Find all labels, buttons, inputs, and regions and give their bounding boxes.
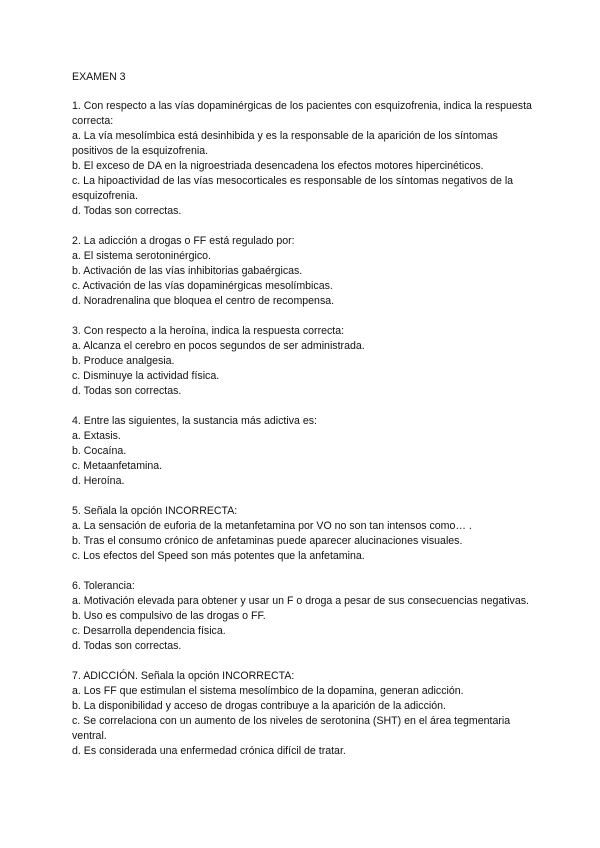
exam-title: EXAMEN 3	[72, 71, 126, 83]
answer-line: a. Extasis.	[72, 430, 121, 442]
question-text: 4. Entre las siguientes, la sustancia más adictiva es:	[72, 415, 317, 427]
answer-line: c. Se correlaciona con un aumento de los niveles de serotonina (SHT) en el área tegmentaria ventral.	[72, 715, 511, 742]
answer-line: d. Es considerada una enfermedad crónica difícil de tratar.	[72, 745, 346, 757]
question-text: 7. ADICCIÓN. Señala la opción INCORRECTA:	[72, 670, 295, 682]
answer-line: d. Noradrenalina que bloquea el centro de recompensa.	[72, 295, 335, 307]
question-7	[72, 669, 534, 759]
answer-line: b. Uso es compulsivo de las drogas o FF.	[72, 610, 266, 622]
answer-line: d. Heroína.	[72, 475, 125, 487]
answer-line: d. Todas son correctas.	[72, 385, 182, 397]
question-text: 1. Con respecto a las vías dopaminérgicas de los pacientes con esquizofrenia, indica la respuesta	[72, 100, 532, 112]
answer-line: b. Cocaína.	[72, 445, 127, 457]
answer-line: a. La sensación de euforia de la metanfetamina por VO no son tan intensos como… .	[72, 520, 472, 532]
question-2	[72, 234, 534, 309]
question-5	[72, 504, 534, 564]
answer-line: a. Alcanza el cerebro en pocos segundos de ser administrada.	[72, 340, 365, 352]
answer-line: a. Motivación elevada para obtener y usar un F o droga a pesar de sus consecuencias negativas.	[72, 595, 529, 607]
question-1	[72, 99, 534, 219]
answer-line: c. Metaanfetamina.	[72, 460, 163, 472]
answer-line: c. Desarrolla dependencia física.	[72, 625, 226, 637]
answer-line: d. Todas son correctas.	[72, 640, 182, 652]
question-text: 6. Tolerancia:	[72, 580, 135, 592]
answer-line: c. Activación de las vías dopaminérgicas mesolímbicas.	[72, 280, 333, 292]
exam-page	[72, 70, 534, 774]
answer-line: a. El sistema serotoninérgico.	[72, 250, 211, 262]
answer-line: c. Disminuye la actividad física.	[72, 370, 220, 382]
answer-line: c. Los efectos del Speed son más potentes que la anfetamina.	[72, 550, 365, 562]
question-list	[72, 99, 534, 759]
answer-line: a. La vía mesolímbica está desinhibida y es la responsable de la aparición de los síntomas positivos de la esquizofrenia.	[72, 130, 498, 157]
answer-line: b. Produce analgesia.	[72, 355, 175, 367]
question-6	[72, 579, 534, 654]
answer-line: b. La disponibilidad y acceso de drogas contribuye a la aparición de la adicción.	[72, 700, 446, 712]
question-text: 2. La adicción a drogas o FF está regulado por:	[72, 235, 295, 247]
question-text: 3. Con respecto a la heroína, indica la respuesta correcta:	[72, 325, 345, 337]
question-text: 5. Señala la opción INCORRECTA:	[72, 505, 238, 517]
answer-line: d. Todas son correctas.	[72, 205, 182, 217]
answer-line: a. Los FF que estimulan el sistema mesolímbico de la dopamina, generan adicción.	[72, 685, 464, 697]
answer-line: b. Tras el consumo crónico de anfetaminas puede aparecer alucinaciones visuales.	[72, 535, 463, 547]
answer-line: c. La hipoactividad de las vías mesocorticales es responsable de los síntomas negativos de la esquizofrenia.	[72, 175, 514, 202]
answer-line: b. El exceso de DA en la nigroestriada desencadena los efectos motores hipercinéticos.	[72, 160, 484, 172]
answer-line: b. Activación de las vías inhibitorias gabaérgicas.	[72, 265, 303, 277]
answer-line: correcta:	[72, 115, 114, 127]
question-3	[72, 324, 534, 399]
question-4	[72, 414, 534, 489]
